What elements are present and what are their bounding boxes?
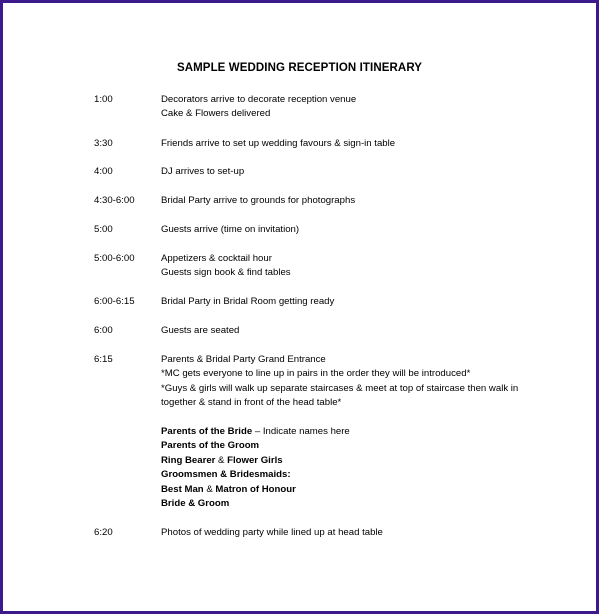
entry-line: Photos of wedding party while lined up at head table: [161, 527, 383, 538]
entry-line: Decorators arrive to decorate reception venue: [161, 94, 357, 105]
intro-item: Best Man & Matron of Honour: [161, 483, 296, 495]
entry-line: Bridal Party in Bridal Room getting ready: [161, 296, 335, 307]
entry-line: together & stand in front of the head table*: [161, 397, 342, 409]
entry-time: 5:00: [94, 224, 113, 235]
entry-time: 4:30-6:00: [94, 195, 135, 206]
entry-line: Cake & Flowers delivered: [161, 108, 271, 120]
entry-line: Parents & Bridal Party Grand Entrance: [161, 354, 326, 365]
document-title: SAMPLE WEDDING RECEPTION ITINERARY: [176, 62, 423, 74]
entry-line: Guests are seated: [161, 325, 240, 336]
intro-item: Parents of the Groom: [161, 440, 260, 452]
entry-time: 3:30: [94, 138, 113, 149]
entry-line: *Guys & girls will walk up separate staircases & meet at top of staircase then walk in: [161, 382, 519, 394]
entry-time: 1:00: [94, 94, 113, 105]
entry-line: Friends arrive to set up wedding favours & sign-in table: [161, 138, 396, 149]
entry-time: 4:00: [94, 166, 113, 177]
intro-item: Parents of the Bride – Indicate names here: [161, 426, 350, 437]
entry-line: Guests arrive (time on invitation): [161, 224, 300, 235]
intro-item: Bride & Groom: [161, 498, 230, 510]
entry-line: Bridal Party arrive to grounds for photographs: [161, 195, 356, 206]
intro-item: Ring Bearer & Flower Girls: [161, 454, 283, 466]
entry-line: DJ arrives to set-up: [161, 166, 245, 177]
entry-line: *MC gets everyone to line up in pairs in the order they will be introduced*: [161, 368, 471, 380]
entry-time: 6:00-6:15: [94, 296, 135, 307]
entry-time: 6:00: [94, 325, 113, 336]
entry-time: 6:15: [94, 354, 113, 365]
entry-line: Appetizers & cocktail hour: [161, 253, 272, 264]
intro-item: Groomsmen & Bridesmaids:: [161, 469, 291, 481]
entry-line: Guests sign book & find tables: [161, 267, 291, 279]
entry-time: 5:00-6:00: [94, 253, 135, 264]
entry-time: 6:20: [94, 527, 113, 538]
